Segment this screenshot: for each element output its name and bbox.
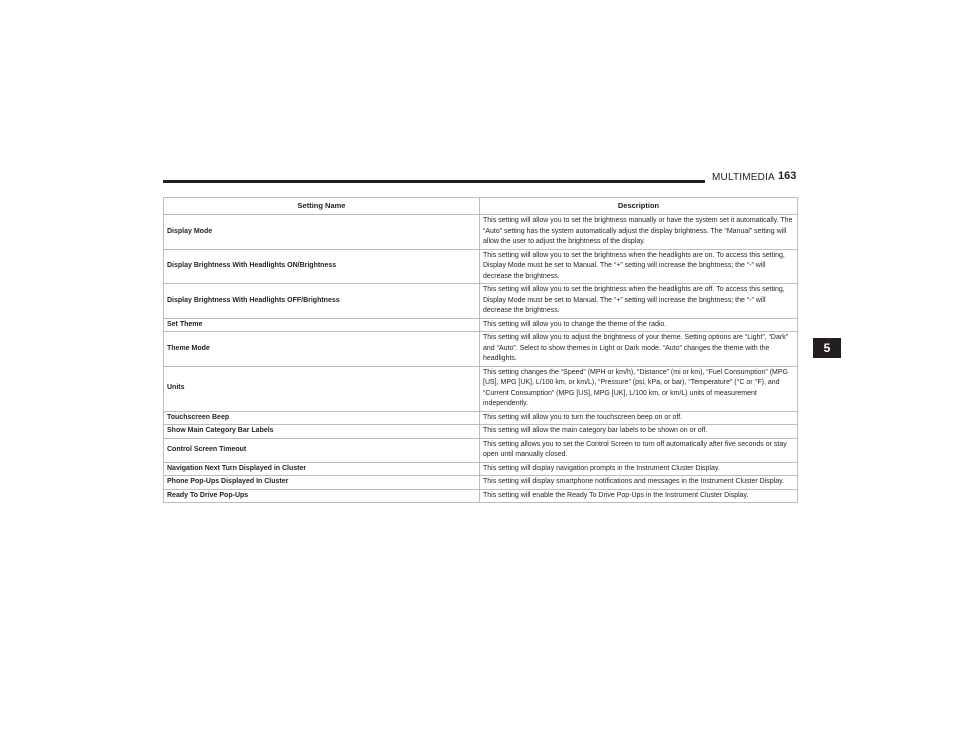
setting-description-cell: This setting will allow you to change the theme of the radio.: [480, 318, 798, 332]
table-row: [164, 476, 798, 490]
table-row: [164, 425, 798, 439]
table-row: [164, 332, 798, 367]
setting-name-cell: Display Brightness With Headlights OFF/Brightness: [164, 284, 480, 319]
setting-description-cell: This setting will display navigation prompts in the Instrument Cluster Display.: [480, 462, 798, 476]
setting-description-cell: This setting will enable the Ready To Drive Pop-Ups in the Instrument Cluster Display.: [480, 489, 798, 503]
section-title: MULTIMEDIA: [712, 172, 775, 183]
setting-description-cell: This setting will allow the main category bar labels to be shown on or off.: [480, 425, 798, 439]
table-row: [164, 462, 798, 476]
setting-name-cell: Phone Pop-Ups Displayed In Cluster: [164, 476, 480, 490]
setting-name-cell: Ready To Drive Pop-Ups: [164, 489, 480, 503]
setting-description-cell: This setting will allow you to set the brightness when the headlights are off. To access this setting, Display Mode must be set to Manual. The “+” setting will increase the brightness; the “-” will decrease the brightness.: [480, 284, 798, 319]
setting-description-cell: This setting will allow you to adjust the brightness of your theme. Setting options are “Light”, “Dark” and “Auto”. Select to show themes in Light or Dark mode. “Auto” changes the theme with the headlights.: [480, 332, 798, 367]
setting-name-cell: Set Theme: [164, 318, 480, 332]
column-header-description: Description: [480, 198, 798, 215]
setting-description-cell: This setting changes the “Speed” (MPH or km/h), “Distance” (mi or km), “Fuel Consumption” (MPG [US], MPG [UK], L/100 km, or km/L), “Pressure” (psi, kPa, or bar), “Temperature” (°C or °F), and “Current Consumption” (MPG [US], MPG [UK], L/100 km, or km/L) units of measurement independently.: [480, 366, 798, 411]
setting-name-cell: Show Main Category Bar Labels: [164, 425, 480, 439]
setting-description-cell: This setting will display smartphone notifications and messages in the Instrument Cluster Display.: [480, 476, 798, 490]
setting-name-cell: Display Mode: [164, 215, 480, 250]
settings-table: [163, 197, 798, 503]
setting-description-cell: This setting will allow you to turn the touchscreen beep on or off.: [480, 411, 798, 425]
column-header-setting-name: Setting Name: [164, 198, 480, 215]
setting-name-cell: Control Screen Timeout: [164, 438, 480, 462]
table-row: [164, 411, 798, 425]
setting-name-cell: Touchscreen Beep: [164, 411, 480, 425]
setting-description-cell: This setting allows you to set the Control Screen to turn off automatically after five seconds or stay open until manually closed.: [480, 438, 798, 462]
setting-description-cell: This setting will allow you to set the brightness when the headlights are on. To access this setting, Display Mode must be set to Manual. The “+” setting will increase the brightness; the “-” will decrease the brightness.: [480, 249, 798, 284]
table-row: [164, 284, 798, 319]
page-number: 163: [778, 170, 797, 182]
table-row: [164, 318, 798, 332]
setting-name-cell: Display Brightness With Headlights ON/Brightness: [164, 249, 480, 284]
table-row: [164, 215, 798, 250]
setting-name-cell: Units: [164, 366, 480, 411]
setting-name-cell: Theme Mode: [164, 332, 480, 367]
chapter-tab: 5: [813, 338, 841, 358]
setting-description-cell: This setting will allow you to set the brightness manually or have the system set it automatically. The “Auto” setting has the system automatically adjust the display brightness. The “Manual” setting will allow the user to adjust the brightness of the display.: [480, 215, 798, 250]
table-row: [164, 489, 798, 503]
header-rule: [163, 180, 705, 183]
table-header-row: [164, 198, 798, 215]
table-row: [164, 366, 798, 411]
table-row: [164, 438, 798, 462]
setting-name-cell: Navigation Next Turn Displayed in Cluster: [164, 462, 480, 476]
table-row: [164, 249, 798, 284]
